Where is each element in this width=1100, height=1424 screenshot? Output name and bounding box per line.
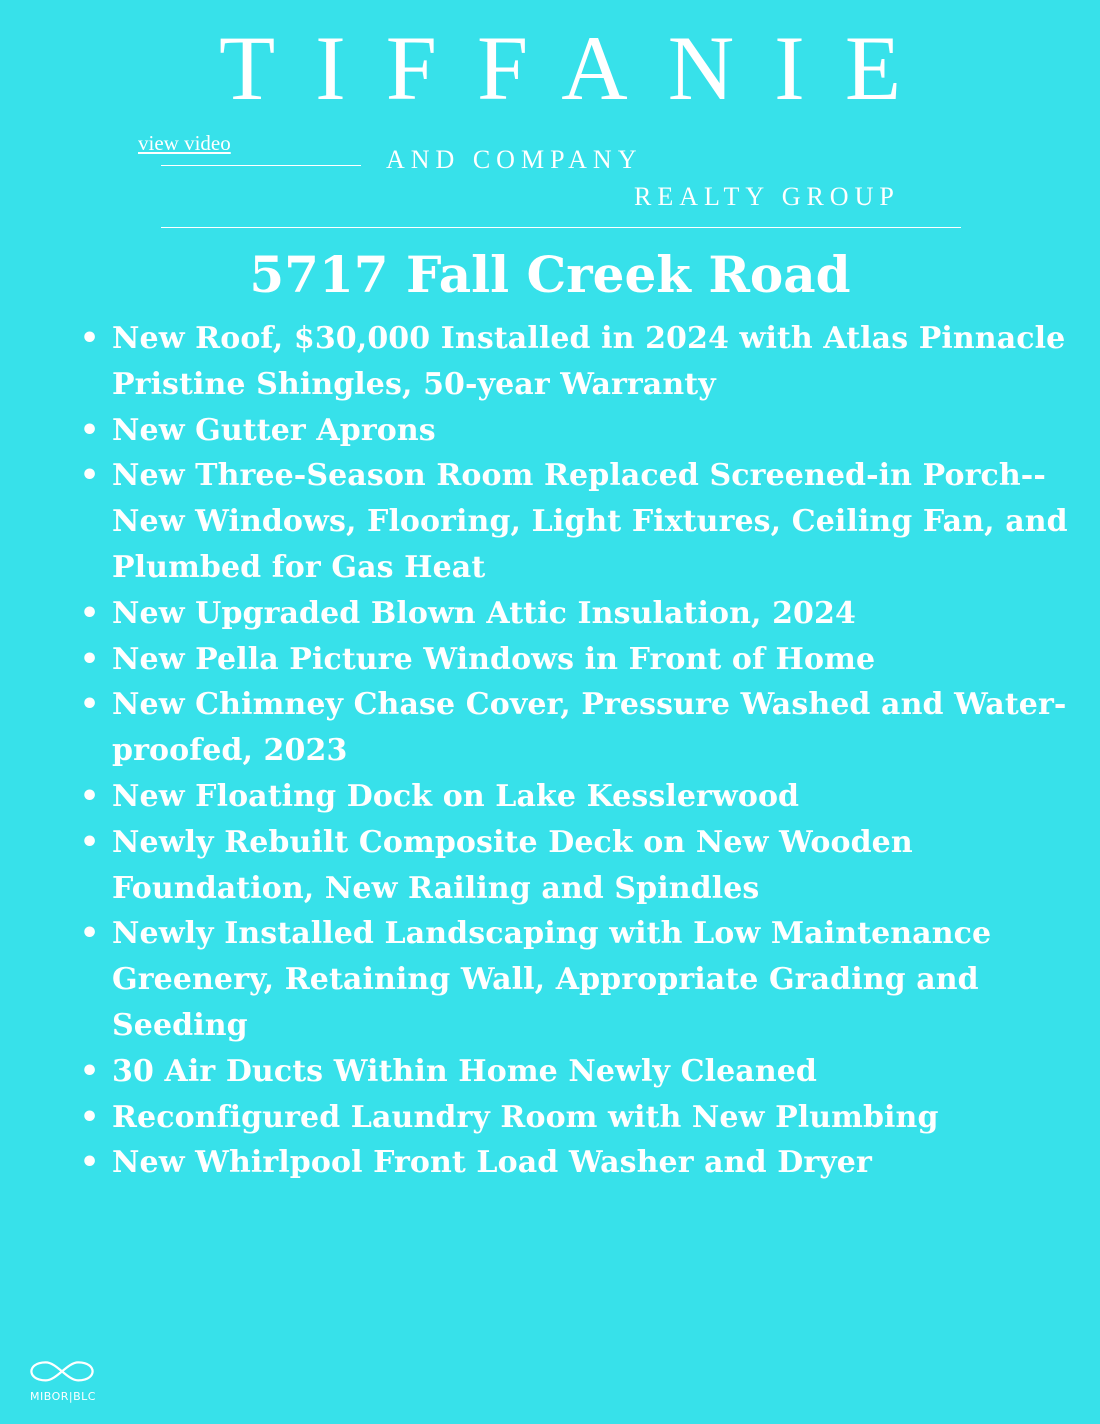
feature-item: • Newly Rebuilt Composite Deck on New Wooden Foundation, New Railing and Spindles <box>80 820 1070 912</box>
brand-subtitle-realty: REALTY GROUP <box>634 182 900 211</box>
feature-item: • New Upgraded Blown Attic Insulation, 2024 <box>80 591 1070 637</box>
feature-item: • New Roof, $30,000 Installed in 2024 with Atlas Pinnacle Pristine Shingles, 50-year Warranty <box>80 316 1070 408</box>
bullet: • <box>80 641 100 677</box>
bullet: • <box>80 1053 100 1089</box>
bullet: • <box>80 1099 100 1135</box>
feature-item: • New Chimney Chase Cover, Pressure Washed and Water-proofed, 2023 <box>80 682 1070 774</box>
feature-list <box>80 316 1070 1186</box>
feature-item: • New Floating Dock on Lake Kesslerwood <box>80 774 1070 820</box>
property-address: 5717 Fall Creek Road <box>249 245 851 304</box>
bullet: • <box>80 595 100 631</box>
watermark-text: MIBOR|BLC <box>30 1390 96 1403</box>
feature-item: • New Pella Picture Windows in Front of Home <box>80 637 1070 683</box>
view-video-link[interactable]: view video <box>138 131 231 155</box>
bullet: • <box>80 412 100 448</box>
feature-item: • 30 Air Ducts Within Home Newly Cleaned <box>80 1049 1070 1095</box>
short-divider <box>161 165 361 166</box>
long-divider <box>161 227 961 228</box>
feature-item: • New Three-Season Room Replaced Screened-in Porch--New Windows, Flooring, Light Fixtures, Ceiling Fan, and Plumbed for Gas Heat <box>80 453 1070 590</box>
feature-item: • New Whirlpool Front Load Washer and Dryer <box>80 1140 1070 1186</box>
bullet: • <box>80 458 100 494</box>
feature-item: • New Gutter Aprons <box>80 408 1070 454</box>
feature-item: • Reconfigured Laundry Room with New Plumbing <box>80 1095 1070 1141</box>
feature-item: • Newly Installed Landscaping with Low Maintenance Greenery, Retaining Wall, Appropriate Grading and Seeding <box>80 911 1070 1048</box>
brand-title: TIFFANIE <box>218 17 942 119</box>
bullet: • <box>80 321 100 356</box>
brand-subtitle-company: AND COMPANY <box>386 145 643 174</box>
bullet: • <box>80 916 100 952</box>
bullet: • <box>80 778 100 814</box>
bullet: • <box>80 687 100 723</box>
bullet: • <box>80 1145 100 1181</box>
bullet: • <box>80 824 100 860</box>
